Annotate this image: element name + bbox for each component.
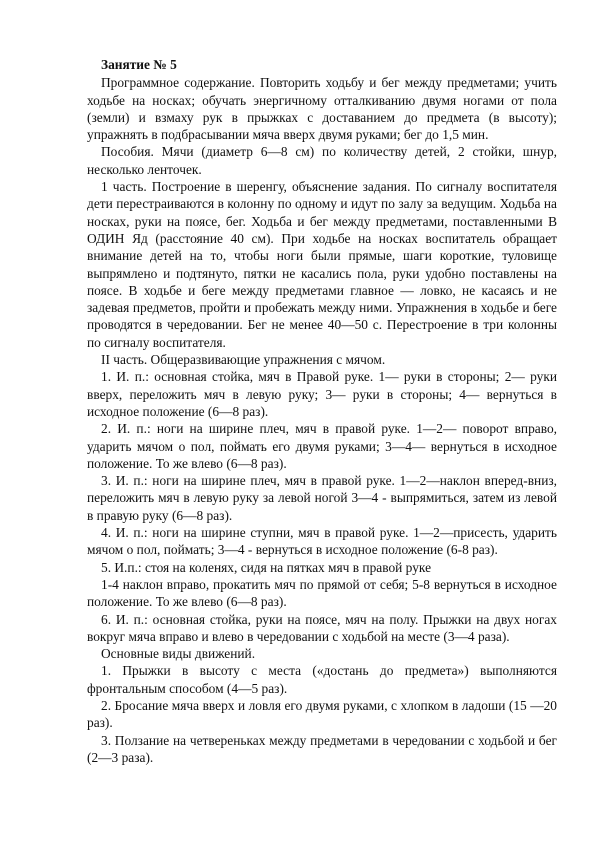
exercise-6: 6. И. п.: основная стойка, руки на поясе, мяч на полу. Прыжки на двух ногах вокруг мяча вправо и влево в чередовании с ходьбой на месте (3—4 раза). xyxy=(87,611,557,644)
movement-1: 1. Прыжки в высоту с места («достань до предмета») выполняются фронтальным способом (4—5 раз). xyxy=(87,663,557,696)
exercise-5: 5. И.п.: стоя на коленях, сидя на пятках мяч в правой руке xyxy=(101,559,432,575)
exercise-2: 2. И. п.: ноги на ширине плеч, мяч в правой руке. 1—2— поворот вправо, ударить мячом о пол, поймать его двумя руками; 3—4— вернуться в исходное положение. То же влево (6—8 раз). xyxy=(87,421,557,471)
exercise-5-continued: 1-4 наклон вправо, прокатить мяч по прямой от себя; 5-8 вернуться в исходное положение. То же влево (6—8 раз). xyxy=(87,576,557,610)
exercise-4: 4. И. п.: ноги на ширине ступни, мяч в правой руке. 1—2—присесть, ударить мячом о пол, поймать; 3—4 - вернуться в исходное положение (6-8 раз). xyxy=(87,525,557,558)
paragraph-part-one: 1 часть. Построение в шеренгу, объяснение задания. По сигналу воспитателя дети перестраиваются в колонну по одному и идут по залу за ведущим. Ходьба на носках, руки на поясе, бег. Ходьба и бег между предметами, поставленными В ОДИН Яд (расстояние 40 см). При ходьбе на носках воспитатель обращает внимание детей на то, чтобы ноги были прямые, шаги короткие, туловище выпрямлено и подтянуто, пятки не касались пола, руки удобно поставлены на поясе. В ходьбе и беге между предметами главное — ловко, не касаясь и не задевая предметов, пройти и пробежать между ними. Упражнения в ходьбе и беге проводятся в чередовании. Бег не менее 40—50 с. Перестроение в три колонны по сигналу воспитателя. xyxy=(87,179,557,350)
document-body xyxy=(87,56,557,766)
paragraph-materials: Пособия. Мячи (диаметр 6—8 см) по количеству детей, 2 стойки, шнур, несколько ленточек. xyxy=(87,144,557,177)
exercise-1: 1. И. п.: основная стойка, мяч в Правой руке. 1— руки в стороны; 2— руки вверх, переложить мяч в левую руку; 3— руки в стороны; 4— вернуться в исходное положение (6—8 раз). xyxy=(87,369,557,419)
document-title: Занятие № 5 xyxy=(101,57,177,72)
movement-2: 2. Бросание мяча вверх и ловля его двумя руками, с хлопком в ладоши (15 —20 раз). xyxy=(87,697,557,731)
paragraph-part-two-heading: II часть. Общеразвивающие упражнения с мячом. xyxy=(101,352,386,368)
exercise-3: 3. И. п.: ноги на ширине плеч, мяч в правой руке. 1—2—наклон вперед-вниз, переложить мяч в левую руку за левой ногой 3—4 - выпрямиться, затем из левой в правую руку (6—8 раз). xyxy=(87,473,557,523)
movement-3: 3. Ползание на четвереньках между предметами в чередовании с ходьбой и бег (2—3 раза). xyxy=(87,732,557,765)
paragraph-program-content: Программное содержание. Повторить ходьбу и бег между предметами; учить ходьбе на носках; обучать энергичному отталкиванию двумя ногами от пола (земли) и взмаху рук в прыжках с доставанием до предмета (в высоту); упражнять в подбрасывании мяча вверх двумя руками; бег до 1,5 мин. xyxy=(87,75,557,143)
main-movements-heading: Основные виды движений. xyxy=(101,646,256,662)
